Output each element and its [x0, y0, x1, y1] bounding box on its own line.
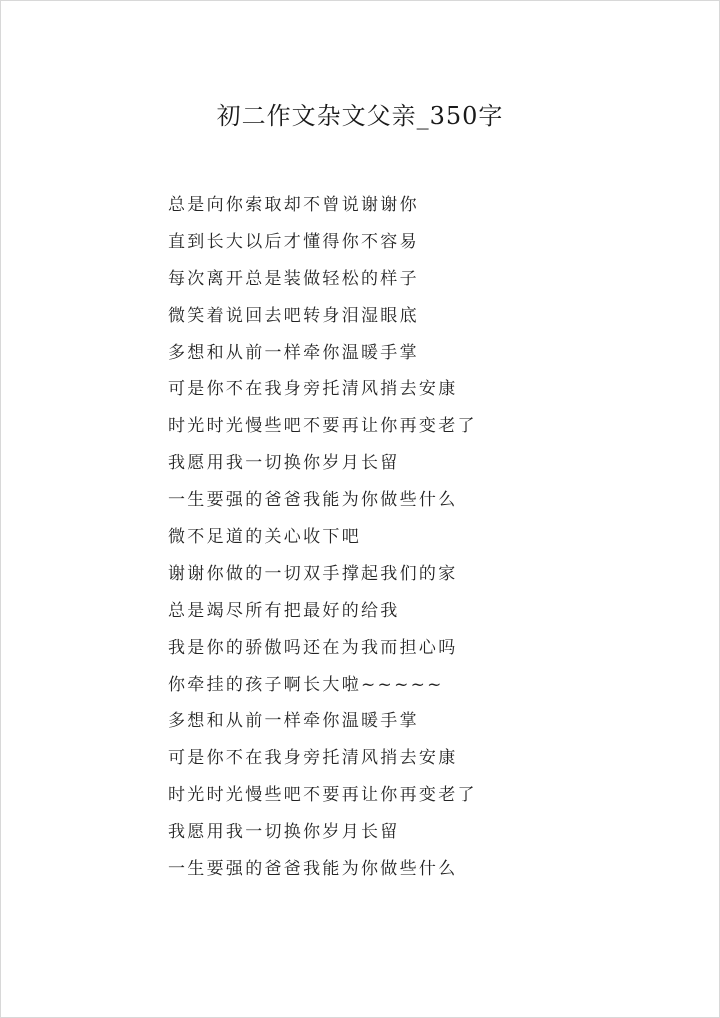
poem-line: 时光时光慢些吧不要再让你再变老了 — [168, 785, 477, 806]
poem-line: 一生要强的爸爸我能为你做些什么 — [168, 490, 458, 511]
poem-line: 我愿用我一切换你岁月长留 — [168, 822, 400, 843]
poem-line: 多想和从前一样牵你温暖手掌 — [168, 342, 419, 363]
poem-line: 多想和从前一样牵你温暖手掌 — [168, 711, 419, 732]
poem-line: 直到长大以后才懂得你不容易 — [168, 231, 419, 252]
poem-lines — [168, 187, 477, 888]
poem-line: 可是你不在我身旁托清风捎去安康 — [168, 748, 458, 769]
poem-line: 每次离开总是装做轻松的样子 — [168, 268, 419, 289]
poem-line: 微不足道的关心收下吧 — [168, 527, 361, 548]
poem-line: 我是你的骄傲吗还在为我而担心吗 — [168, 637, 458, 658]
poem-line: 谢谢你做的一切双手撑起我们的家 — [168, 563, 458, 584]
poem-line: 总是竭尽所有把最好的给我 — [168, 600, 400, 621]
poem-line: 微笑着说回去吧转身泪湿眼底 — [168, 305, 419, 326]
poem-line: 你牵挂的孩子啊长大啦~~~~~ — [168, 674, 444, 695]
document-title: 初二作文杂文父亲_350字 — [216, 102, 504, 130]
poem-line: 可是你不在我身旁托清风捎去安康 — [168, 379, 458, 400]
poem-line: 我愿用我一切换你岁月长留 — [168, 453, 400, 474]
poem-line: 总是向你索取却不曾说谢谢你 — [168, 195, 419, 215]
poem-line: 一生要强的爸爸我能为你做些什么 — [168, 859, 458, 880]
poem-line: 时光时光慢些吧不要再让你再变老了 — [168, 416, 477, 437]
